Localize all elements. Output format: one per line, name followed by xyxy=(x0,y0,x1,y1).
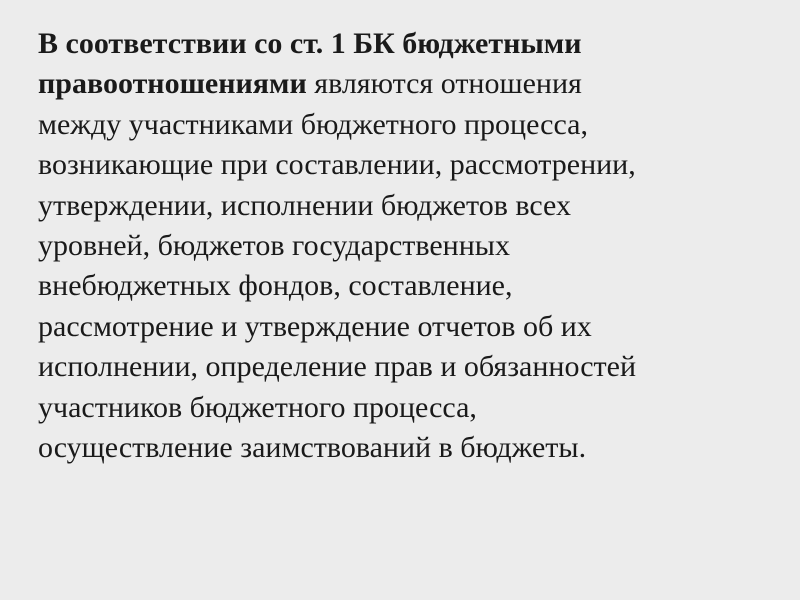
paragraph-line-11: осуществление заимствований в бюджеты. xyxy=(38,431,587,465)
paragraph-line-10: участников бюджетного процесса, xyxy=(38,390,477,424)
paragraph-line-4: возникающие при составлении, рассмотрении, xyxy=(38,148,636,182)
paragraph-line-1: В соответствии со ст. 1 БК бюджетными xyxy=(38,27,582,60)
paragraph-line-3: между участниками бюджетного процесса, xyxy=(38,107,588,141)
paragraph-line-7: внебюджетных фондов, составление, xyxy=(38,269,513,303)
paragraph-line-9: исполнении, определение прав и обязанностей xyxy=(38,350,637,384)
paragraph-line-2 xyxy=(38,64,768,104)
paragraph-line-8: рассмотрение и утверждение отчетов об их xyxy=(38,309,592,343)
main-paragraph xyxy=(38,24,768,468)
paragraph-line-6: уровней, бюджетов государственных xyxy=(38,229,510,263)
paragraph-line-5: утверждении, исполнении бюджетов всех xyxy=(38,188,571,222)
term-highlight: правоотношениями xyxy=(38,67,307,101)
paragraph-line-2-rest: являются отношения xyxy=(306,67,582,101)
